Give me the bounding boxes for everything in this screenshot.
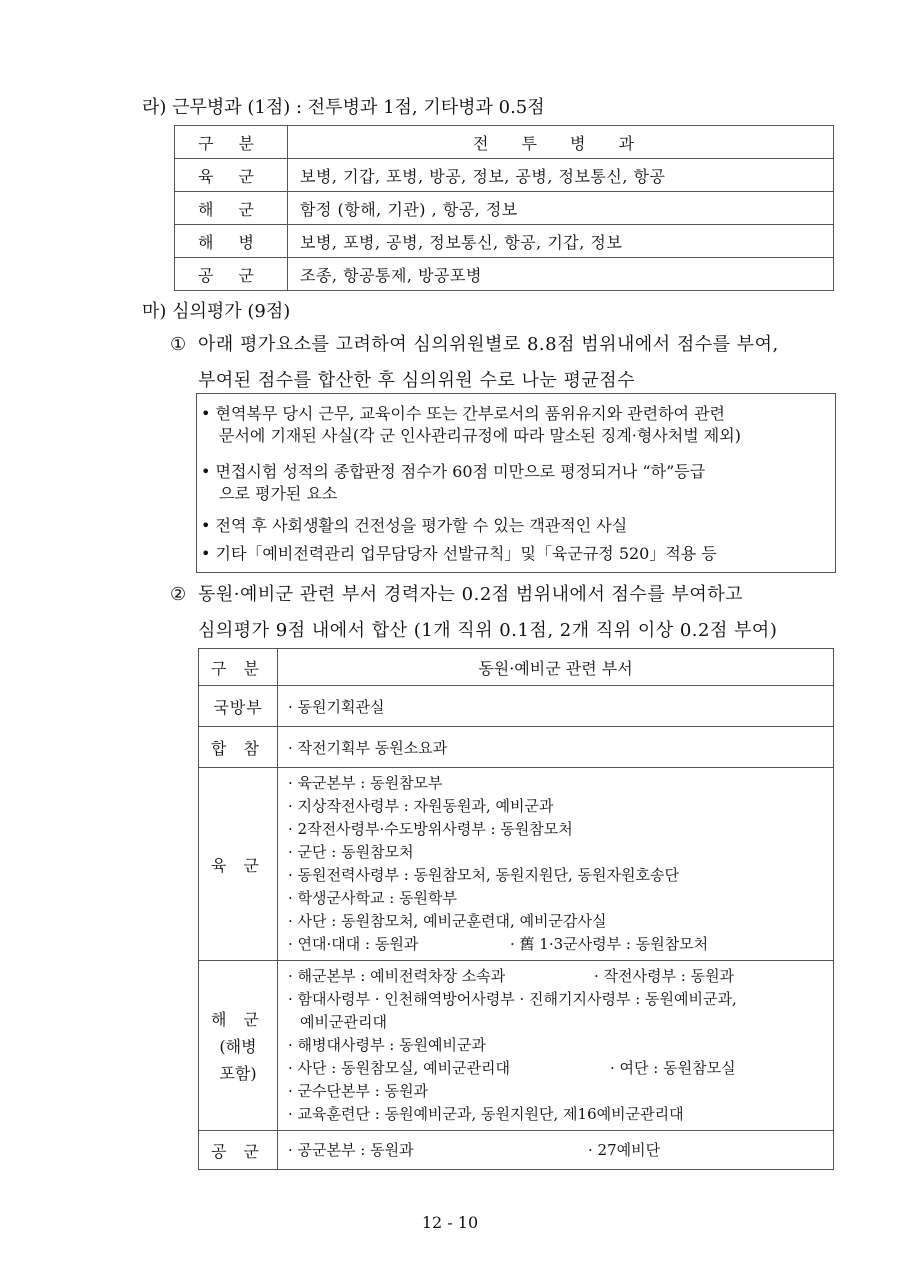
table-header-row [175,126,834,159]
mobilization-dept-table [198,648,834,1170]
table-cell: 합 참 [199,727,278,768]
list-item: · 사단 : 동원참모처, 예비군훈련대, 예비군감사실 [288,912,607,930]
list-item: · 공군본부 : 동원과 · 27예비단 [288,1140,661,1159]
criteria-item: • 전역 후 사회생활의 건전성을 평가할 수 있는 객관적인 사실 [201,516,628,535]
table-cell: · 동원기획관실 [278,686,834,727]
item2-number: ② [170,584,187,605]
criteria-box [196,393,836,573]
table-cell [278,1131,834,1170]
page-number: 12 - 10 [421,1213,479,1232]
table-row [199,686,834,727]
criteria-item: • 기타「예비전력관리 업무담당자 선발규칙」및「육군규정 520」적용 등 [201,544,717,563]
section-ra-heading: 라) 근무병과 (1점) : 전투병과 1점, 기타병과 0.5점 [142,97,545,118]
table-header-cell: 전 투 병 과 [288,126,834,159]
table-row [199,727,834,768]
table-cell: 보병, 포병, 공병, 정보통신, 항공, 기갑, 정보 [288,225,834,258]
item2-line2: 심의평가 9점 내에서 합산 (1개 직위 0.1점, 2개 직위 이상 0.2점 부여) [198,620,778,641]
criteria-item: • 현역복무 당시 근무, 교육이수 또는 간부로서의 품위유지와 관련하여 관련 문서에 기재된 사실(각 군 인사관리규정에 따라 말소된 징계·형사처벌 제외) [201,404,741,445]
list-item: · 군단 : 동원참모처 [288,843,414,861]
table-cell: · 작전기획부 동원소요과 [278,727,834,768]
item1-line2: 부여된 점수를 합산한 후 심의위원 수로 나눈 평균점수 [198,370,636,391]
item1-paragraph [170,330,840,392]
item1-number: ① [170,334,187,355]
combat-branch-table [174,125,834,291]
table-cell: 육 군 [175,159,288,192]
table-cell: 함정 (항해, 기관) , 항공, 정보 [288,192,834,225]
table-cell: 공 군 [175,258,288,291]
table-cell: 공 군 [199,1131,278,1170]
table-cell: 조종, 항공통제, 방공포병 [288,258,834,291]
table-cell [278,768,834,961]
section-ma-heading: 마) 심의평가 (9점) [142,301,291,322]
table-header-row [199,649,834,686]
list-item: · 교육훈련단 : 동원예비군과, 동원지원단, 제16예비군관리대 [288,1105,684,1123]
list-item: · 지상작전사령부 : 자원동원과, 예비군과 [288,797,554,815]
table-row [199,1131,834,1170]
table-header-cell: 구 분 [199,649,278,686]
list-item: · 학생군사학교 : 동원학부 [288,889,458,907]
table-cell: 육 군 [199,768,278,961]
list-item: 예비군관리대 [300,1013,387,1031]
table-row [175,159,834,192]
table-header-cell: 구 분 [175,126,288,159]
table-cell: 보병, 기갑, 포병, 방공, 정보, 공병, 정보통신, 항공 [288,159,834,192]
list-item: · 연대·대대 : 동원과 · 舊 1·3군사령부 : 동원참모처 [288,935,709,953]
item1-line1: 아래 평가요소를 고려하여 심의위원별로 8.8점 범위내에서 점수를 부여, [198,334,779,355]
list-item: · 육군본부 : 동원참모부 [288,774,443,792]
list-item: · 해군본부 : 예비전력차장 소속과 · 작전사령부 : 동원과 [288,967,735,985]
list-item: · 2작전사령부·수도방위사령부 : 동원참모처 [288,820,573,838]
table-cell: 국방부 [199,686,278,727]
table-row [199,768,834,961]
table-row [175,258,834,291]
item2-line1: 동원·예비군 관련 부서 경력자는 0.2점 범위내에서 점수를 부여하고 [198,584,743,605]
table-cell: 해 병 [175,225,288,258]
criteria-item: • 면접시험 성적의 종합판정 점수가 60점 미만으로 평정되거나 “하”등급 으로 평가된 요소 [201,462,706,503]
list-item: · 사단 : 동원참모실, 예비군관리대 · 여단 : 동원참모실 [288,1059,736,1077]
table-row [175,192,834,225]
item2-paragraph [170,580,840,642]
table-cell: 해 군 (해병 포함) [199,961,278,1131]
table-cell [278,961,834,1131]
list-item: · 함대사령부 · 인천해역방어사령부 · 진해기지사령부 : 동원예비군과, [288,990,737,1008]
list-item: · 군수단본부 : 동원과 [288,1082,429,1100]
table-cell: 해 군 [175,192,288,225]
table-header-cell: 동원·예비군 관련 부서 [278,649,834,686]
list-item: · 해병대사령부 : 동원예비군과 [288,1036,487,1054]
list-item: · 동원전력사령부 : 동원참모처, 동원지원단, 동원자원호송단 [288,866,679,884]
table-row [175,225,834,258]
table-row [199,961,834,1131]
